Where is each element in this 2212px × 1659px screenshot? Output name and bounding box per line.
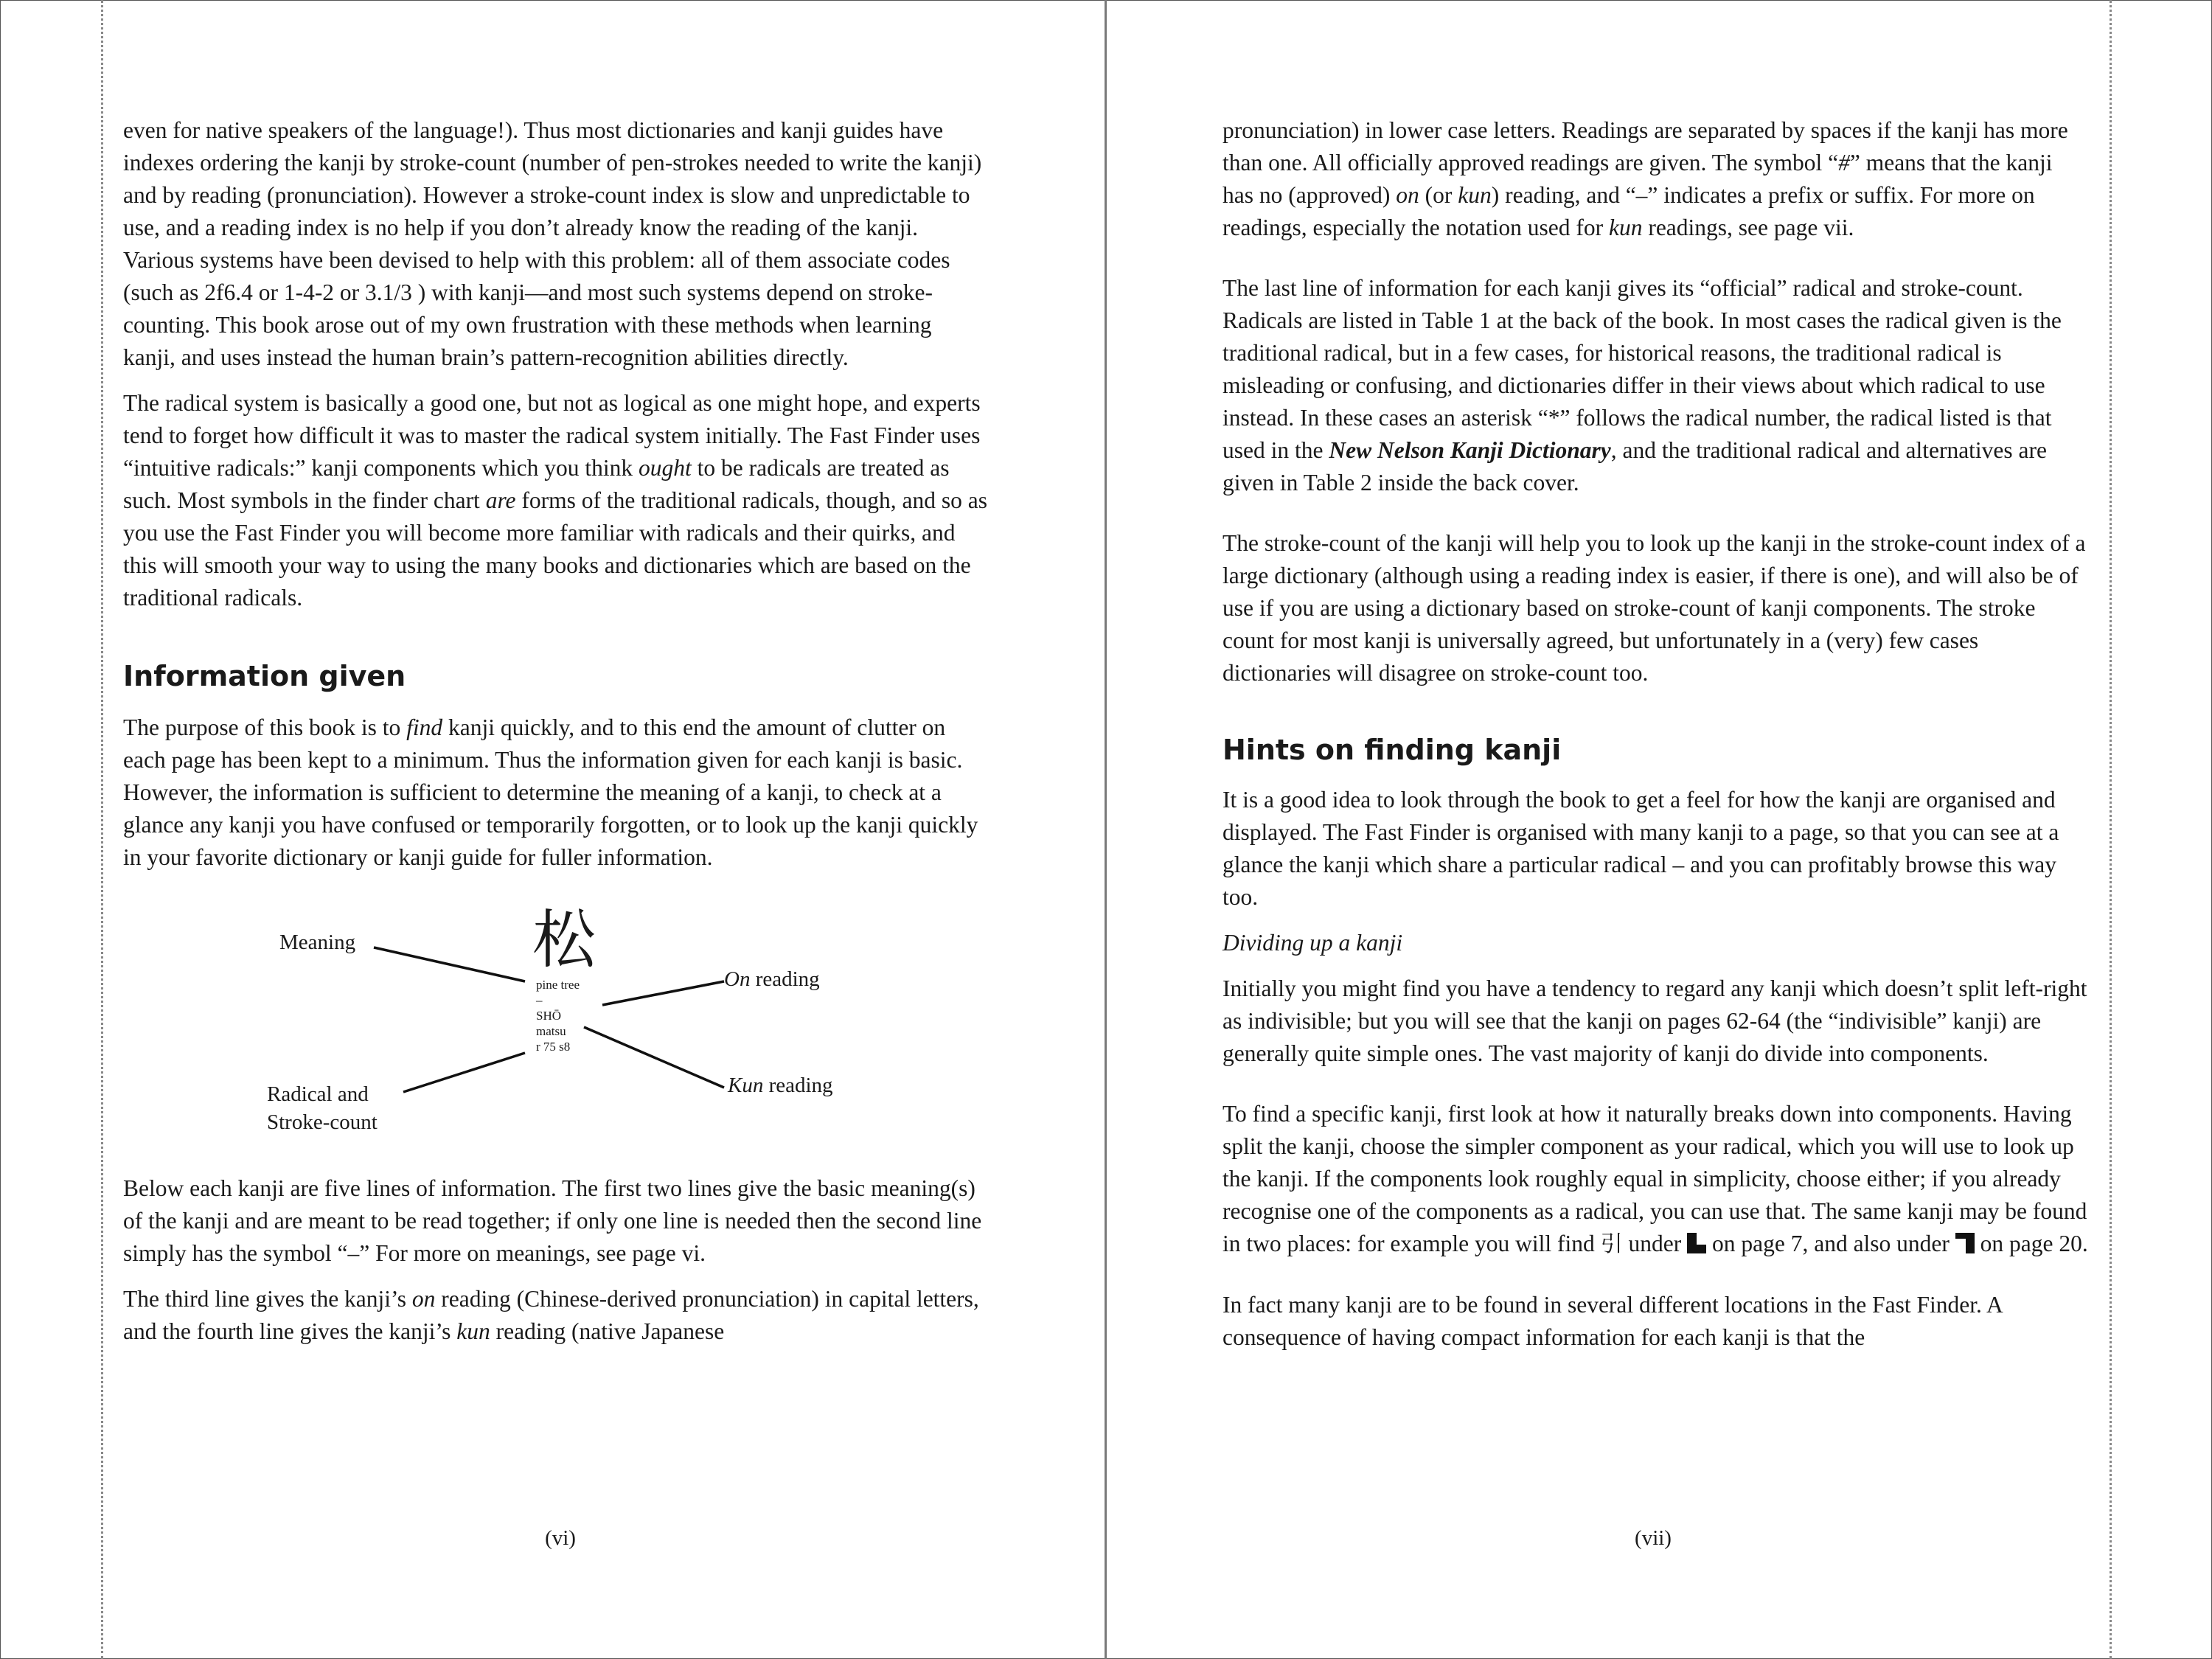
right-paragraph-4: It is a good idea to look through the book to get a feel for how the kanji are organised and displayed. The Fast Finder is organised with many kanji to a page, so that you can see at a glance the kanji which share a particular radical – and you can profitably browse this way too. — [1222, 787, 2059, 910]
right-paragraph-3: The stroke-count of the kanji will help you to look up the kanji in the stroke-count index of a large dictionary (although using a reading index is easier, if there is one), and will also be of use if you are using a dictionary based on stroke-count of kanji components. The stroke count for most kanji is universally agreed, but unfortunately in a (very) few cases dictionaries will disagree on stroke-count too. — [1222, 530, 2086, 686]
heading-hints-on-finding-kanji: Hints on finding kanji — [1222, 734, 1562, 766]
right-radical-block-icon — [1955, 1233, 1975, 1253]
info-radical-stroke: r 75 s8 — [536, 1040, 571, 1054]
right-paragraph-6: To find a specific kanji, first look at how it naturally breaks down into components. Having split the kanji, choose the simpler component as your radical, which you will use to look up the kanji. If the components look roughly equal in simplicity, choose either; if you already recognise one of the components as a radical, you can use that. The same kanji may be found in two places: for example you will find 引 under on page 7, and also under on page 20. — [1222, 1101, 2088, 1257]
kanji-info-lines — [536, 977, 580, 1054]
left-paragraph-2: The radical system is basically a good one, but not as logical as one might hope, and experts tend to forget how difficult it was to master the radical system initially. The Fast Finder uses “intuitive radicals:” kanji components which you think ought to be radicals are treated as such. Most symbols in the finder chart are forms of the traditional radicals, though, and so as you use the Fast Finder you will become more familiar with radicals and their quirks, and this will smooth your way to using the many books and dictionaries which are based on the traditional radicals. — [123, 390, 987, 611]
folio-left: (vi) — [545, 1526, 576, 1550]
right-paragraph-7: In fact many kanji are to be found in several different locations in the Fast Finder. A consequence of having compact information for each kanji is that the — [1222, 1292, 2003, 1350]
right-paragraph-2: The last line of information for each kanji gives its “official” radical and stroke-count. Radicals are listed in Table 1 at the back of the book. In most cases the radical given is the traditional radical, but in a few cases, for historical reasons, the traditional radical is misleading or confusing, and dictionaries differ in their views about which radical to use instead. In these cases an asterisk “*” follows the radical number, the radical listed is that used in the New Nelson Kanji Dictionary, and the traditional radical and alternatives are given in Table 2 inside the back cover. — [1222, 275, 2062, 495]
heading-information-given: Information given — [123, 660, 406, 692]
info-on-reading: SHŌ — [536, 1009, 562, 1023]
left-paragraph-4: Below each kanji are five lines of information. The first two lines give the basic meaning(s) of the kanji and are meant to be read together; if only one line is needed then the second line simply has the symbol “–” For more on meanings, see page vi. — [123, 1175, 982, 1266]
example-kanji: 松 — [532, 903, 596, 977]
label-radical: Radical and Stroke-count — [267, 1082, 378, 1134]
info-kun-reading: matsu — [536, 1024, 566, 1038]
label-meaning: Meaning — [279, 931, 356, 954]
left-page — [123, 114, 990, 1348]
label-on-reading: On reading — [724, 967, 820, 991]
info-meaning-2: – — [536, 993, 543, 1007]
left-radical-block-icon — [1687, 1233, 1706, 1253]
folio-right: (vii) — [1635, 1526, 1672, 1550]
inline-kanji: 引 — [1600, 1231, 1623, 1257]
right-paragraph-5: Initially you might find you have a tendency to regard any kanji which doesn’t split left-right as indivisible; but you will see that the kanji on pages 62-64 (the “indivisible” kanji) are generally quite simple ones. The vast majority of kanji do divide into components. — [1222, 975, 2087, 1066]
right-paragraph-1: pronunciation) in lower case letters. Readings are separated by spaces if the kanji has more than one. All officially approved readings are given. The symbol “#” means that the kanji has no (approved) on (or kun) reading, and “–” indicates a prefix or suffix. For more on readings, especially the notation used for kun readings, see page vii. — [1222, 117, 2068, 240]
subheading-dividing-up-a-kanji: Dividing up a kanji — [1222, 930, 1403, 956]
left-paragraph-5: The third line gives the kanji’s on reading (Chinese-derived pronunciation) in capital letters, and the fourth line gives the kanji’s kun reading (native Japanese — [123, 1286, 979, 1344]
label-kun-reading: Kun reading — [728, 1074, 833, 1097]
kanji-entry-diagram — [123, 902, 990, 1156]
right-trim-line — [2110, 0, 2112, 1659]
left-paragraph-1: even for native speakers of the language!). Thus most dictionaries and kanji guides have indexes ordering the kanji by stroke-count (number of pen-strokes needed to write the kanji) and by reading (pronunciation). However a stroke-count index is slow and unpredictable to use, and a reading index is no help if you don’t already know the reading of the kanji. Various systems have been devised to help with this problem: all of them associate codes (such as 2f6.4 or 1-4-2 or 3.1/3 ) with kanji—and most such systems depend on stroke-counting. This book arose out of my own frustration with these methods when learning kanji, and uses instead the human brain’s pattern-recognition abilities directly. — [123, 117, 982, 370]
left-trim-line — [101, 0, 103, 1659]
info-meaning-1: pine tree — [536, 978, 580, 992]
left-paragraph-3: The purpose of this book is to find kanji quickly, and to this end the amount of clutter on each page has been kept to a minimum. Thus the information given for each kanji is basic. However, the information is sufficient to determine the meaning of a kanji, to check at a glance any kanji you have confused or temporarily forgotten, or to look up the kanji quickly in your favorite dictionary or kanji guide for fuller information. — [123, 714, 978, 870]
book-spine — [1105, 0, 1107, 1659]
right-page — [1222, 114, 2089, 1354]
